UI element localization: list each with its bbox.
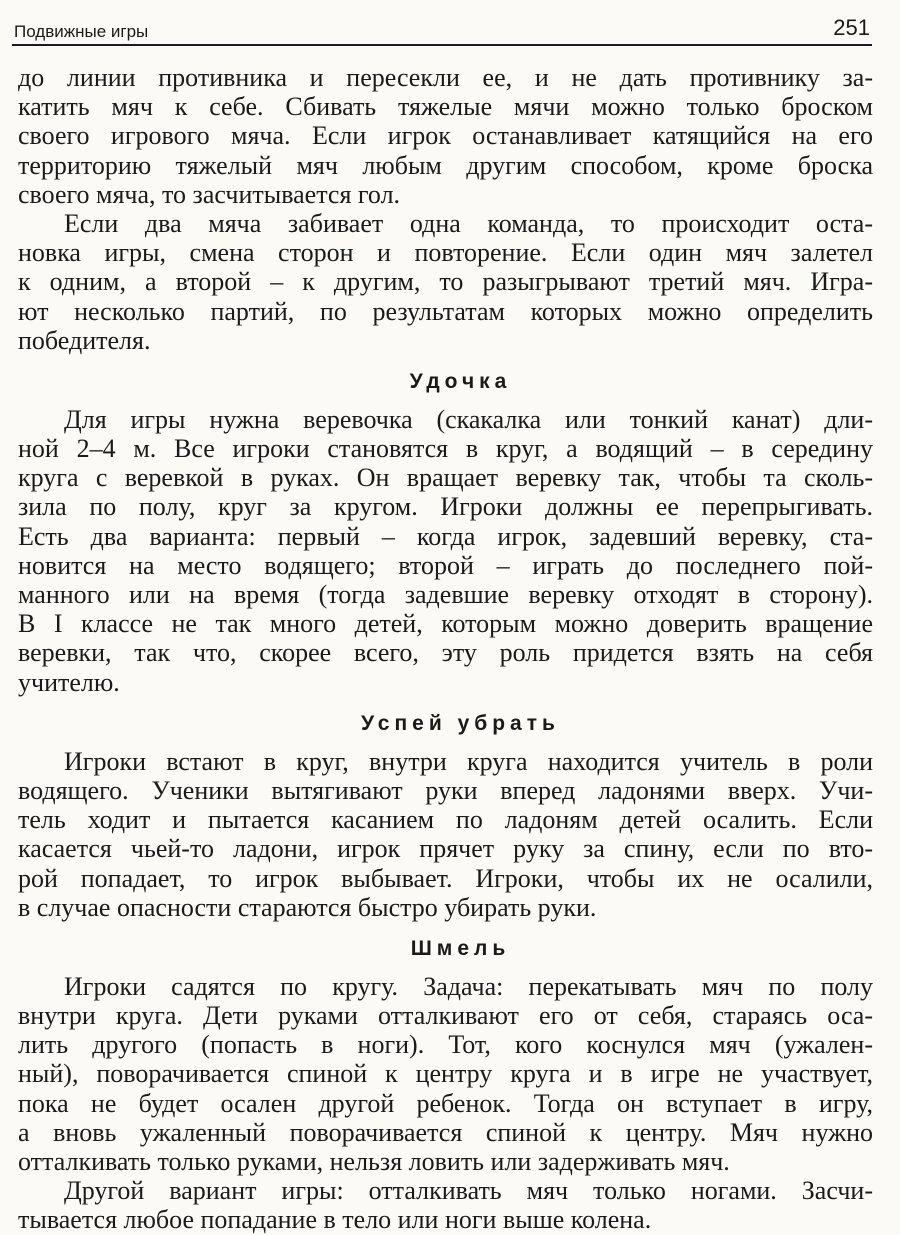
text-line: Есть два варианта: первый – когда игрок, задевший веревку, ста- bbox=[18, 521, 873, 551]
text-line: В I классе не так много детей, которым можно доверить вращение bbox=[18, 609, 873, 639]
text-line: своего мяча, то засчитывается гол. bbox=[18, 179, 401, 209]
paragraph bbox=[18, 972, 873, 1176]
paragraph bbox=[18, 1176, 873, 1234]
text-line: учителю. bbox=[18, 667, 120, 697]
text-line: пока не будет осален другой ребенок. Тогда он вступает в игру, bbox=[18, 1088, 873, 1118]
text-line: своего игрового мяча. Если игрок останавливает катящийся на его bbox=[18, 121, 873, 151]
text-line: Игроки садятся по кругу. Задача: перекатывать мяч по полу bbox=[64, 971, 873, 1001]
section-heading: Шмель bbox=[410, 936, 511, 960]
text-line: внутри круга. Дети руками отталкивают его от себя, стараясь оса- bbox=[18, 1001, 873, 1031]
text-line: в случае опасности стараются быстро убирать руки. bbox=[18, 892, 597, 922]
text-line: рой попадает, то игрок выбывает. Игроки, чтобы их не осалили, bbox=[18, 863, 873, 893]
text-line: победителя. bbox=[18, 325, 151, 355]
section bbox=[18, 709, 873, 922]
text-line: веревки, так что, скорее всего, эту роль придется взять на себя bbox=[18, 638, 873, 668]
text-line: ной 2–4 м. Все игроки становятся в круг, а водящий – в середину bbox=[18, 434, 873, 464]
text-line: Другой вариант игры: отталкивать мяч только ногами. Засчи- bbox=[64, 1176, 873, 1206]
paragraph bbox=[18, 747, 873, 922]
text-line: до линии противника и пересекли ее, и не дать противнику за- bbox=[18, 63, 873, 92]
text-line: касается чьей-то ладони, игрок прячет руку за спину, если по вто- bbox=[18, 834, 873, 864]
section bbox=[18, 367, 873, 697]
text-line: новка игры, смена сторон и повторение. Если один мяч залетел bbox=[18, 238, 873, 268]
page-body bbox=[18, 63, 873, 1235]
section bbox=[18, 934, 873, 1235]
text-line: ют несколько партий, по результатам которых можно определить bbox=[18, 296, 873, 326]
text-line: к одним, а второй – к другим, то разыгрывают третий мяч. Игра- bbox=[18, 267, 873, 297]
page-number: 251 bbox=[833, 15, 870, 40]
section bbox=[18, 63, 873, 355]
text-line: ный), поворачивается спиной к центру круга и в игре не участвует, bbox=[18, 1059, 873, 1089]
running-title: Подвижные игры bbox=[14, 22, 149, 41]
text-line: лить другого (попасть в ноги). Тот, кого коснулся мяч (ужален- bbox=[18, 1030, 873, 1060]
paragraph bbox=[18, 405, 873, 697]
text-line: Если два мяча забивает одна команда, то происходит оста- bbox=[64, 208, 873, 238]
section-heading: Удочка bbox=[409, 369, 512, 393]
text-line: отталкивать только руками, нельзя ловить или задерживать мяч. bbox=[18, 1147, 730, 1176]
text-line: водящего. Ученики вытягивают руки вперед ладонями вверх. Учи- bbox=[18, 775, 873, 805]
text-line: зила по полу, круг за кругом. Игроки должны ее перепрыгивать. bbox=[18, 492, 873, 522]
text-line: круга с веревкой в руках. Он вращает веревку так, чтобы та сколь- bbox=[18, 463, 873, 493]
text-line: новится на место водящего; второй – играть до последнего пой- bbox=[18, 550, 873, 580]
text-line: катить мяч к себе. Сбивать тяжелые мячи можно только броском bbox=[18, 92, 873, 122]
paragraph bbox=[18, 209, 873, 355]
text-line: тывается любое попадание в тело или ноги выше колена. bbox=[18, 1205, 652, 1235]
text-line: Игроки встают в круг, внутри круга находится учитель в роли bbox=[64, 746, 873, 776]
text-line: территорию тяжелый мяч любым другим способом, кроме броска bbox=[18, 150, 873, 180]
page-header bbox=[12, 10, 872, 46]
text-line: Для игры нужна веревочка (скакалка или тонкий канат) дли- bbox=[64, 404, 873, 434]
text-line: а вновь ужаленный поворачивается спиной к центру. Мяч нужно bbox=[18, 1117, 873, 1147]
text-line: тель ходит и пытается касанием по ладоням детей осалить. Если bbox=[18, 805, 873, 835]
paragraph bbox=[18, 63, 873, 209]
section-heading: Успей убрать bbox=[361, 711, 560, 735]
text-line: манного или на время (тогда задевшие веревку отходят в сторону). bbox=[18, 580, 873, 609]
